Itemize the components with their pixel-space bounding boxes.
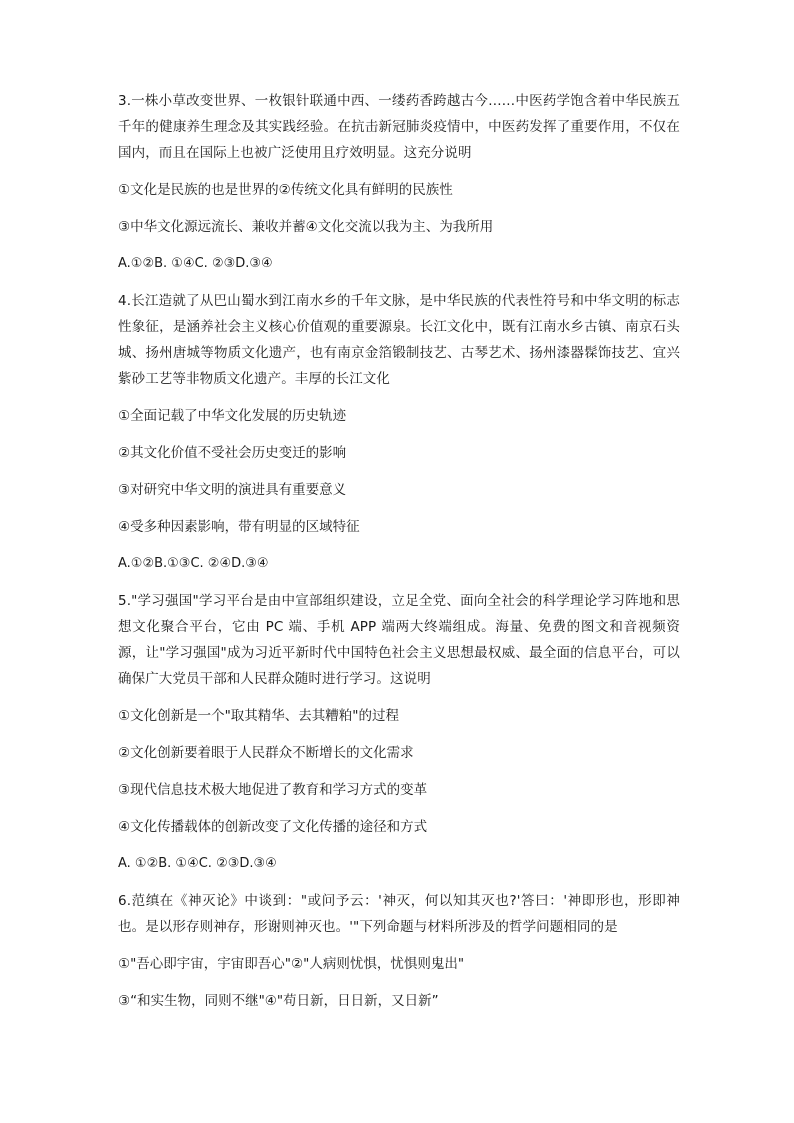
question-stem: 5."学习强国"学习平台是由中宣部组织建设，立足全党、面向全社会的科学理论学习阵地和思想文化聚合平台，它由 PC 端、手机 APP 端两大终端组成。海量、免费的图文和音视频资源，让"学习强国"成为习近平新时代中国特色社会主义思想最权威、最全面的信息平台，可以确保广大党员干部和人民群众随时进行学习。这说明 xyxy=(118,593,680,687)
option-line: ①全面记载了中华文化发展的历史轨迹 xyxy=(118,408,347,424)
option-line: ④文化传播载体的创新改变了文化传播的途径和方式 xyxy=(118,819,428,835)
question-6 xyxy=(118,888,680,1014)
question-stem: 6.范缜在《神灭论》中谈到："或问予云：'神灭，何以知其灭也?'答曰：'神即形也，形即神也。是以形存则神存，形谢则神灭也。'"下列命题与材料所涉及的哲学问题相同的是 xyxy=(118,893,680,935)
option-line: ②其文化价值不受社会历史变迁的影响 xyxy=(118,445,347,461)
question-5 xyxy=(118,588,680,877)
question-4 xyxy=(118,288,680,577)
option-line: ③现代信息技术极大地促进了教育和学习方式的变革 xyxy=(118,782,428,798)
question-3 xyxy=(118,88,680,277)
option-line: ①"吾心即宇宙，宇宙即吾心"②"人病则忧惧，忧惧则鬼出" xyxy=(118,956,465,972)
option-line: ③“和实生物，同则不继"④"苟日新，日日新，又日新” xyxy=(118,993,439,1009)
option-line: ③对研究中华文明的演进具有重要意义 xyxy=(118,482,347,498)
answer-choices: A.①②B. ①④C. ②③D.③④ xyxy=(118,256,273,271)
answer-choices: A. ①②B. ①④C. ②③D.③④ xyxy=(118,856,277,871)
answer-choices: A.①②B.①③C. ②④D.③④ xyxy=(118,556,269,571)
option-line: ①文化创新是一个"取其精华、去其糟粕"的过程 xyxy=(118,708,400,724)
exam-page xyxy=(118,88,680,1014)
question-stem: 3.一株小草改变世界、一枚银针联通中西、一缕药香跨越古今……中医药学饱含着中华民族五千年的健康养生理念及其实践经验。在抗击新冠肺炎疫情中，中医药发挥了重要作用，不仅在国内，而且在国际上也被广泛使用且疗效明显。这充分说明 xyxy=(118,93,680,161)
option-line: ④受多种因素影响，带有明显的区域特征 xyxy=(118,519,360,535)
question-stem: 4.长江造就了从巴山蜀水到江南水乡的千年文脉，是中华民族的代表性符号和中华文明的标志性象征，是涵养社会主义核心价值观的重要源泉。长江文化中，既有江南水乡古镇、南京石头城、扬州唐城等物质文化遗产，也有南京金箔锻制技艺、古琴艺术、扬州漆器髹饰技艺、宜兴紫砂工艺等非物质文化遗产。丰厚的长江文化 xyxy=(118,293,680,387)
option-line: ③中华文化源远流长、兼收并蓄④文化交流以我为主、为我所用 xyxy=(118,219,494,235)
option-line: ①文化是民族的也是世界的②传统文化具有鲜明的民族性 xyxy=(118,182,453,198)
option-line: ②文化创新要着眼于人民群众不断增长的文化需求 xyxy=(118,745,414,761)
